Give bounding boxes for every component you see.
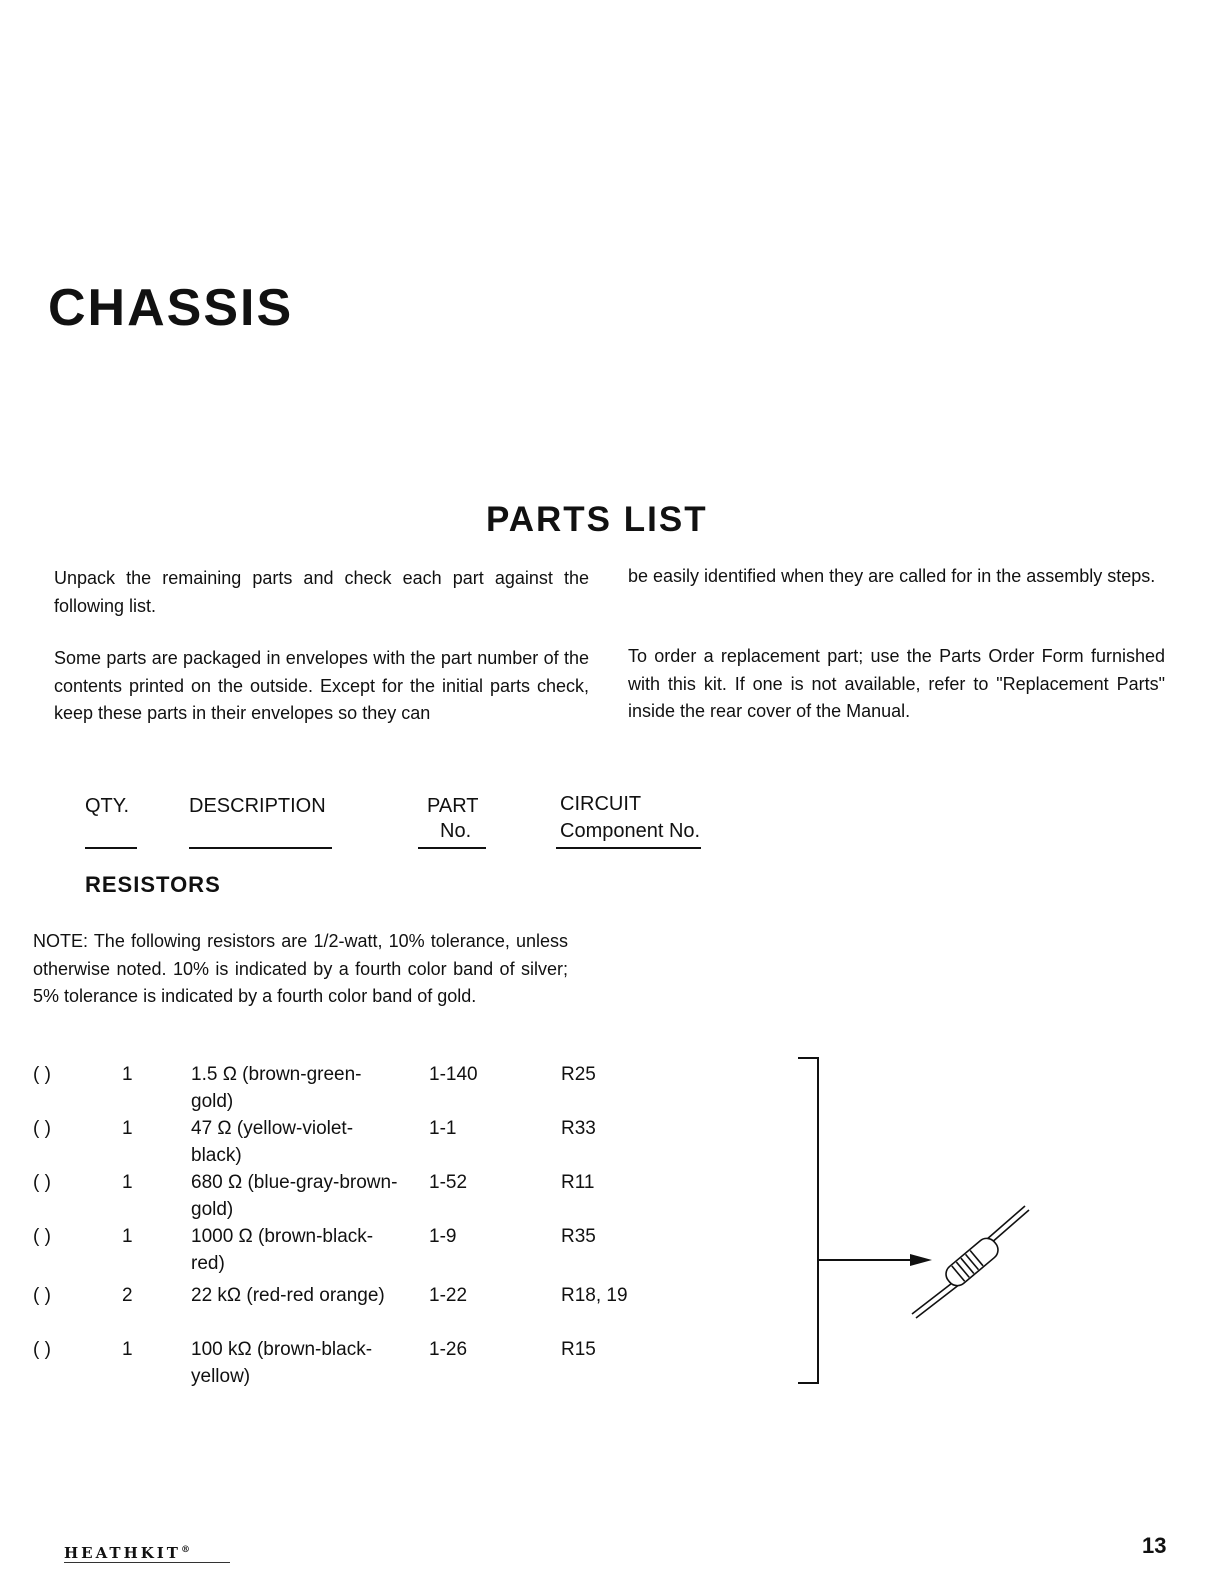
arrow-icon	[910, 1254, 932, 1266]
intro-paragraph-2: Some parts are packaged in envelopes with the part number of the contents printed on the outside. Except for the initial parts check, keep these parts in their envelopes so they can	[54, 648, 589, 723]
description-cell: 1.5 Ω (brown-green-gold)	[191, 1064, 362, 1112]
header-circuit: CIRCUIT	[560, 793, 642, 815]
circuit-cell: R33	[561, 1118, 596, 1139]
qty-cell: 1	[122, 1339, 133, 1360]
check-box[interactable]: ( )	[33, 1285, 51, 1306]
circuit-cell: R15	[561, 1339, 596, 1360]
description-cell: 1000 Ω (brown-black-red)	[191, 1226, 374, 1274]
qty-cell: 1	[122, 1118, 133, 1139]
table-row	[0, 1169, 700, 1223]
table-row	[0, 1223, 700, 1277]
qty-cell: 1	[122, 1226, 133, 1247]
check-box[interactable]: ( )	[33, 1064, 51, 1085]
heathkit-logo	[64, 1544, 230, 1563]
brand-name: HEATHKIT	[64, 1544, 181, 1562]
circuit-cell: R25	[561, 1064, 596, 1085]
table-row	[0, 1061, 700, 1115]
circuit-cell: R18, 19	[561, 1285, 628, 1306]
resistors-heading: RESISTORS	[85, 872, 221, 897]
resistors-note: NOTE: The following resistors are 1/2-watt, 10% tolerance, unless otherwise noted. 10% is indicated by a fourth color band of silver; 5% tolerance is indicated by a fourth color band of gold.	[33, 931, 568, 1006]
description-cell: 22 kΩ (red-red orange)	[191, 1285, 385, 1306]
header-rule-qty	[85, 847, 137, 849]
bracket-icon	[798, 1058, 910, 1383]
page-number: 13	[1142, 1533, 1167, 1558]
header-part: PART	[427, 795, 479, 817]
header-component-no: Component No.	[560, 820, 701, 842]
part-number-cell: 1-9	[429, 1226, 457, 1247]
check-box[interactable]: ( )	[33, 1226, 51, 1247]
check-box[interactable]: ( )	[33, 1339, 51, 1360]
intro-paragraph-1: Unpack the remaining parts and check each part against the following list.	[54, 568, 589, 616]
check-box[interactable]: ( )	[33, 1172, 51, 1193]
part-number-cell: 1-22	[429, 1285, 468, 1306]
resistor-icon	[912, 1206, 1029, 1318]
circuit-cell: R11	[561, 1172, 595, 1193]
table-row	[0, 1282, 700, 1336]
header-rule-circuit	[556, 847, 701, 849]
registered-mark: ®	[180, 1545, 190, 1555]
description-cell: 47 Ω (yellow-violet-black)	[191, 1118, 354, 1166]
qty-cell: 2	[122, 1285, 133, 1306]
part-number-cell: 1-26	[429, 1339, 468, 1360]
intro-paragraph-3: be easily identified when they are called for in the assembly steps.	[628, 566, 1156, 586]
part-number-cell: 1-1	[429, 1118, 457, 1139]
description-cell: 680 Ω (blue-gray-brown-gold)	[191, 1172, 398, 1220]
table-row	[0, 1336, 700, 1390]
header-rule-description	[189, 847, 332, 849]
circuit-cell: R35	[561, 1226, 596, 1247]
header-qty: QTY.	[85, 795, 130, 817]
check-box[interactable]: ( )	[33, 1118, 51, 1139]
qty-cell: 1	[122, 1064, 133, 1085]
header-part-no: No.	[440, 820, 472, 842]
qty-cell: 1	[122, 1172, 133, 1193]
part-number-cell: 1-140	[429, 1064, 478, 1085]
part-number-cell: 1-52	[429, 1172, 468, 1193]
section-title: CHASSIS	[48, 279, 294, 337]
table-row	[0, 1115, 700, 1169]
description-cell: 100 kΩ (brown-black-yellow)	[191, 1339, 373, 1387]
parts-list-title: PARTS LIST	[486, 500, 708, 539]
header-description: DESCRIPTION	[189, 795, 326, 817]
intro-paragraph-4: To order a replacement part; use the Parts Order Form furnished with this kit. If one is not available, refer to "Replacement Parts" inside the rear cover of the Manual.	[628, 646, 1165, 721]
header-rule-part	[418, 847, 486, 849]
resistor-illustration	[780, 1040, 1050, 1400]
